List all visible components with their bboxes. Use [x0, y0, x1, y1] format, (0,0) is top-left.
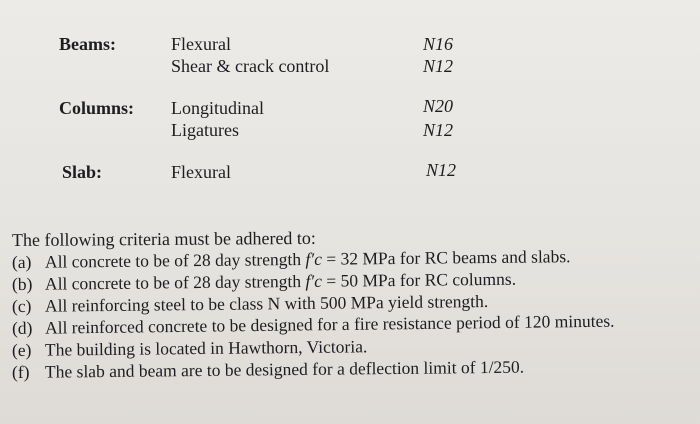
- columns-ligatures-item: Ligatures: [171, 120, 239, 140]
- criterion-text: All reinforcing steel to be class N with 500 MPa yield strength.: [44, 291, 489, 316]
- criterion-item: [12, 357, 524, 383]
- slab-flexural-bar: N12: [426, 160, 457, 180]
- criterion-letter: (e): [11, 339, 32, 360]
- beams-flexural-item: Flexural: [171, 34, 231, 54]
- columns-ligatures-bar: N12: [423, 120, 454, 140]
- criterion-letter: (d): [11, 317, 33, 338]
- concrete-strength-symbol: f′c: [305, 248, 323, 269]
- criterion-text-start: All concrete to be of 28 day strength: [44, 248, 306, 272]
- criterion-text-end: = 50 MPa for RC columns.: [321, 268, 517, 291]
- criterion-item: [12, 336, 368, 361]
- criterion-text-end: = 32 MPa for RC beams and slabs.: [321, 246, 571, 269]
- columns-longitudinal-item: Longitudinal: [171, 98, 264, 118]
- beams-shear-item: Shear & crack control: [171, 56, 330, 76]
- columns-label: Columns:: [59, 98, 135, 118]
- criterion-text-start: All concrete to be of 28 day strength: [44, 270, 306, 294]
- criterion-text: The slab and beam are to be designed for a deflection limit of 1/250.: [44, 356, 525, 382]
- beams-flexural-bar: N16: [423, 34, 454, 54]
- slab-label: Slab:: [62, 162, 103, 182]
- beams-shear-bar: N12: [423, 56, 454, 76]
- concrete-strength-symbol: f′c: [305, 270, 323, 291]
- criterion-letter: (a): [11, 251, 32, 272]
- criteria-title: The following criteria must be adhered to:: [11, 227, 316, 250]
- criterion-text: The building is located in Hawthorn, Victoria.: [44, 336, 368, 360]
- criterion-text: All reinforced concrete to be designed for a fire resistance period of 120 minutes.: [44, 310, 615, 338]
- columns-longitudinal-bar: N20: [423, 96, 454, 116]
- criterion-letter: (b): [11, 273, 33, 294]
- criterion-letter: (c): [11, 295, 32, 316]
- beams-label: Beams:: [59, 34, 116, 54]
- criterion-letter: (f): [11, 361, 30, 382]
- slab-flexural-item: Flexural: [171, 162, 231, 182]
